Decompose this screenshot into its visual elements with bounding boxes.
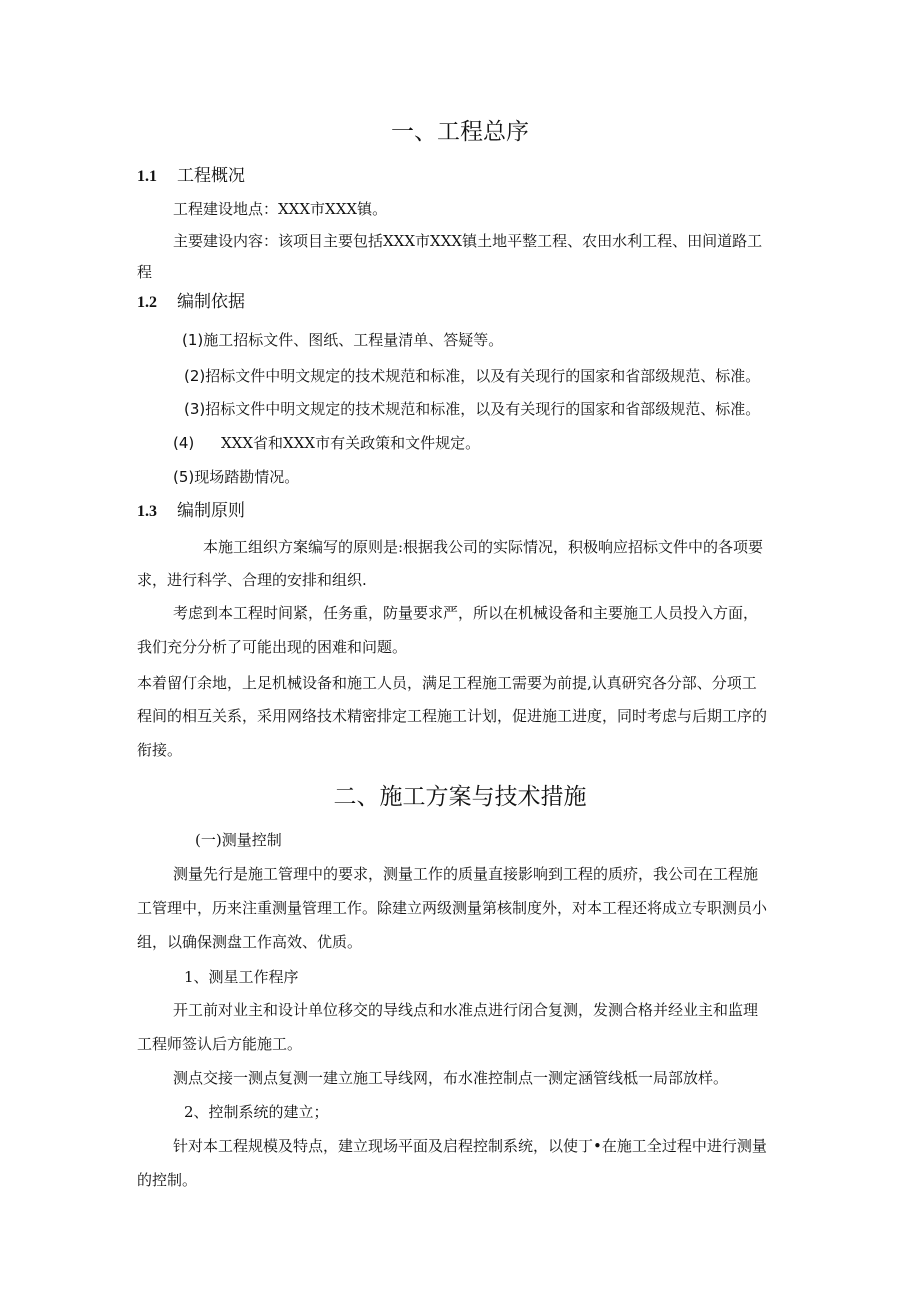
basis-item-4 [173, 433, 480, 453]
basis-item-text: 招标文件中明文规定的技术规范和标准，以及有关现行的国家和省部级规范、标准。 [205, 400, 761, 418]
survey-p4-line2: 的控制。 [137, 1171, 198, 1189]
basis-item-number: (3) [184, 400, 206, 418]
basis-item-number: (5) [173, 468, 195, 486]
survey-p4-line1: 针对本工程规模及特点，建立现场平面及启程控制系统，以使丁•在施工全过程中进行测量 [173, 1137, 767, 1155]
survey-p3: 测点交接一测点复测一建立施工导线网，布水准控制点一测定涵管线柢一局部放样。 [173, 1069, 729, 1087]
chapter-title-2: 二、施工方案与技术措施 [333, 784, 587, 810]
basis-item-text: XXX省和XXX市有关政策和文件规定。 [221, 434, 481, 452]
basis-item-text: 施工招标文件、图纸、工程量清单、答疑等。 [203, 331, 504, 349]
basis-item-text: 招标文件中明文规定的技术规范和标准，以及有关现行的国家和省部级规范、标准。 [205, 367, 761, 385]
section-title-1-3: 编制原则 [177, 501, 245, 521]
survey-p1-line3: 组，以确保测盘工作高效、优质。 [137, 933, 363, 951]
section-title-1-2: 编制依据 [177, 292, 245, 312]
basis-item-number: (2) [184, 367, 206, 385]
survey-p2-line2: 工程师签认后方能施工。 [137, 1035, 303, 1053]
chapter-title-1: 一、工程总序 [391, 119, 529, 145]
survey-heading-2: 2、控制系统的建立； [184, 1103, 329, 1121]
principle-p1-line1: 本施工组织方案编写的原则是:根据我公司的实际情况，积极响应招标文件中的各项要 [203, 538, 764, 556]
basis-item-2 [184, 366, 760, 386]
principle-p3-line3: 衔接。 [137, 741, 183, 759]
basis-item-text: 现场踏勘情况。 [194, 468, 300, 486]
principle-p3-line2: 程间的相互关系，采用网络技术精密排定工程施工计划，促进施工进度，同时考虑与后期工序的 [137, 707, 768, 725]
basis-item-3 [184, 399, 760, 419]
principle-p2-line2: 我们充分分析了可能出现的困难和问题。 [137, 638, 408, 656]
section-title-1-1: 工程概况 [177, 166, 245, 186]
principle-p3-line1: 本着留仃余地，上足机械设备和施工人员，满足工程施工需要为前提,认真研究各分部、分项工 [137, 674, 757, 692]
section-number-1-2: 1.2 [137, 294, 157, 311]
basis-item-5 [173, 467, 299, 487]
basis-item-number: (4) [173, 434, 195, 452]
site-line: 工程建设地点：XXX市XXX镇。 [173, 200, 388, 218]
content-line-2: 程 [137, 263, 153, 281]
survey-p2-line1: 开工前对业主和设计单位移交的导线点和水准点进行闭合复测，发测合格并经业主和监理 [173, 1001, 759, 1019]
subsection-title: (一)测量控制 [195, 831, 282, 849]
survey-p1-line2: 工管理中，历来注重测量管理工作。除建立两级测量第核制度外，对本工程还将成立专职测员小 [137, 899, 768, 917]
basis-item-1 [182, 330, 503, 350]
content-line-1: 主要建设内容：该项目主要包括XXX市XXX镇土地平整工程、农田水利工程、田间道路工 [173, 232, 763, 250]
survey-heading-1: 1、测星工作程序 [184, 968, 299, 986]
basis-item-number: (1) [182, 331, 204, 349]
section-number-1-3: 1.3 [137, 503, 157, 520]
section-number-1-1: 1.1 [137, 168, 157, 185]
principle-p1-line2: 求，进行科学、合理的安排和组织. [137, 571, 367, 589]
principle-p2-line1: 考虑到本工程时间紧，任务重，防量要求严，所以在机械设备和主要施工人员投入方面， [173, 604, 759, 622]
survey-p1-line1: 测量先行是施工管理中的要求，测量工作的质量直接影响到工程的质疥，我公司在工程施 [173, 865, 759, 883]
